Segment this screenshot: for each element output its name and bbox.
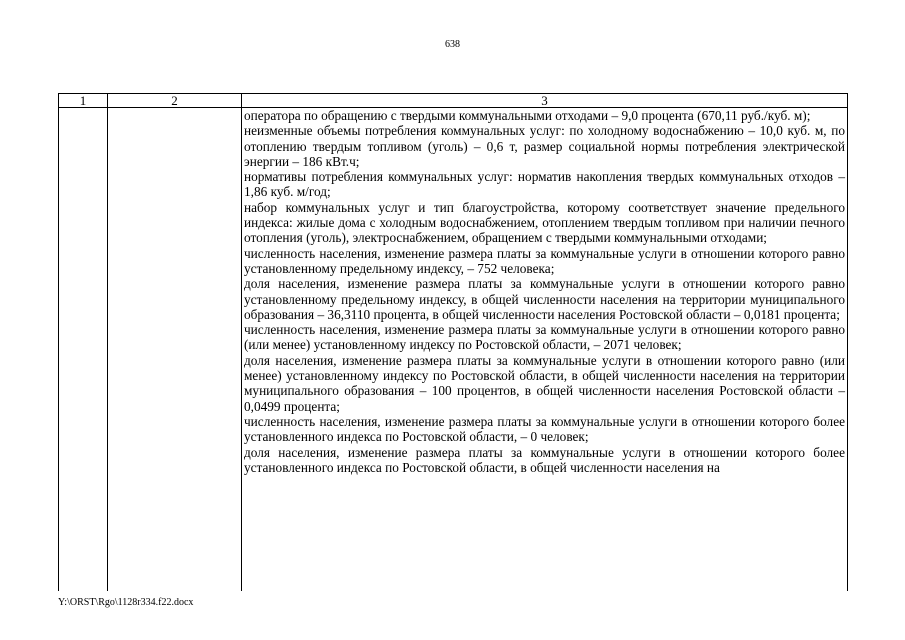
column-header-3: 3 [242, 94, 848, 108]
page-number: 638 [445, 39, 460, 50]
cell-col1 [59, 108, 108, 592]
cell-content [242, 108, 847, 475]
paragraph: доля населения, изменение размера платы за коммунальные услуги в отношении которого равно установленному предельному индексу, в общей численности населения на территории муниципального образования – 36,3110 процента, в общей численности населения Ростовской области – 0,0181 процента; [244, 276, 845, 322]
paragraph: оператора по обращению с твердыми коммунальными отходами – 9,0 процента (670,11 руб./куб. м); [244, 108, 811, 123]
paragraph: доля населения, изменение размера платы за коммунальные услуги в отношении которого равно (или менее) установленному индексу по Ростовской области, в общей численности населения на территории муниципального образования – 100 процентов, в общей численности населения Ростовской области – 0,0499 процента; [244, 352, 845, 414]
table-row [59, 108, 848, 592]
paragraph: численность населения, изменение размера платы за коммунальные услуги в отношении которого более установленного индекса по Ростовской области, – 0 человек; [244, 413, 845, 445]
paragraph: доля населения, изменение размера платы за коммунальные услуги в отношении которого более установленного индекса по Ростовской области, в общей численности населения на [244, 444, 845, 475]
footer-file-path: Y:\ORST\Rgo\1128r334.f22.docx [58, 597, 194, 608]
column-header-2: 2 [108, 94, 242, 108]
cell-col2 [108, 108, 242, 592]
document-table [58, 93, 848, 591]
column-header-1: 1 [59, 94, 108, 108]
paragraph: численность населения, изменение размера платы за коммунальные услуги в отношении которого равно установленному предельному индексу, – 752 человека; [244, 245, 845, 276]
paragraph: численность населения, изменение размера платы за коммунальные услуги в отношении которого равно (или менее) установленному индексу по Ростовской области, – 2071 человек; [244, 322, 845, 353]
cell-col3 [242, 108, 848, 592]
paragraph: неизменные объемы потребления коммунальных услуг: по холодному водоснабжению – 10,0 куб. м, по отоплению твердым топливом (уголь) – 0,6 т, размер социальной нормы потребления электрической энергии – 186 кВт.ч; [244, 123, 845, 169]
paragraph: набор коммунальных услуг и тип благоустройства, которому соответствует значение предельного индекса: жилые дома с холодным водоснабжением, отоплением твердым топливом при наличии печного отопления (уголь), электроснабжением, обращением с твердыми коммунальными отходами; [244, 199, 845, 246]
paragraph: нормативы потребления коммунальных услуг: норматив накопления твердых коммунальных отходов – 1,86 куб. м/год; [244, 169, 845, 200]
table-header-row [59, 94, 848, 108]
